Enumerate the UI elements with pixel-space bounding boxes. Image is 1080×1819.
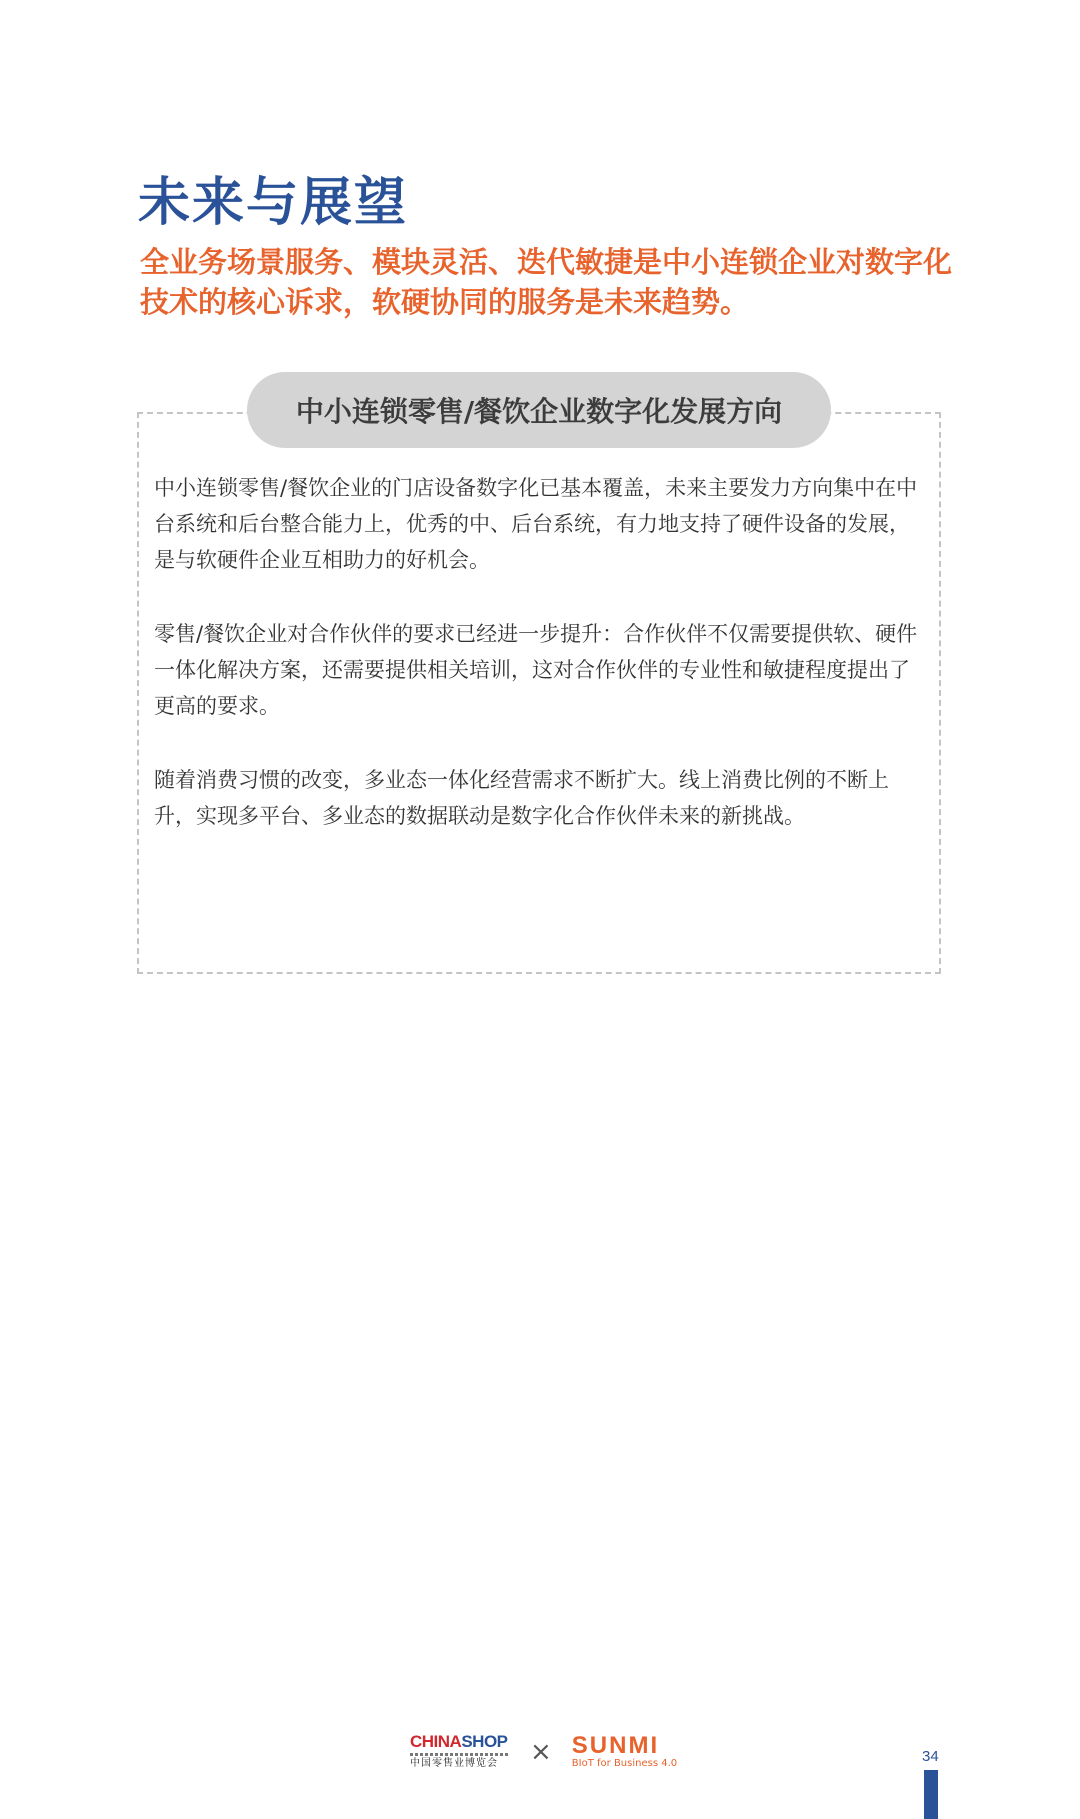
chinashop-logo-part2: SHOP — [461, 1732, 508, 1751]
paragraph-3: 随着消费习惯的改变，多业态一体化经营需求不断扩大。线上消费比例的不断上升，实现多平台、多业态的数据联动是数字化合作伙伴未来的新挑战。 — [154, 768, 889, 828]
page-number-bar — [924, 1770, 938, 1819]
chinashop-logo-part1: CHINA — [410, 1732, 462, 1751]
page-subtitle: 全业务场景服务、模块灵活、迭代敏捷是中小连锁企业对数字化技术的核心诉求，软硬协同的服务是未来趋势。 — [140, 245, 953, 319]
page-title: 未来与展望 — [138, 173, 409, 233]
section-heading: 中小连锁零售/餐饮企业数字化发展方向 — [247, 372, 831, 448]
chinashop-logo — [410, 1733, 510, 1770]
sunmi-logo-tagline: BIoT for Business 4.0 — [571, 1757, 678, 1769]
chinashop-logo-bars — [410, 1753, 510, 1756]
section-body — [154, 470, 924, 872]
page-number: 34 — [922, 1748, 939, 1765]
sunmi-logo — [571, 1731, 678, 1770]
sunmi-logo-word: SUNMI — [571, 1731, 660, 1759]
collaboration-separator: × — [530, 1736, 552, 1767]
chinashop-logo-subtitle: 中国零售业博览会 — [410, 1758, 498, 1769]
paragraph-2: 零售/餐饮企业对合作伙伴的要求已经进一步提升：合作伙伴不仅需要提供软、硬件一体化解决方案，还需要提供相关培训，这对合作伙伴的专业性和敏捷程度提出了更高的要求。 — [154, 622, 918, 718]
footer-logos — [410, 1733, 677, 1770]
paragraph-1: 中小连锁零售/餐饮企业的门店设备数字化已基本覆盖，未来主要发力方向集中在中台系统和后台整合能力上，优秀的中、后台系统，有力地支持了硬件设备的发展，是与软硬件企业互相助力的好机会。 — [154, 476, 918, 572]
